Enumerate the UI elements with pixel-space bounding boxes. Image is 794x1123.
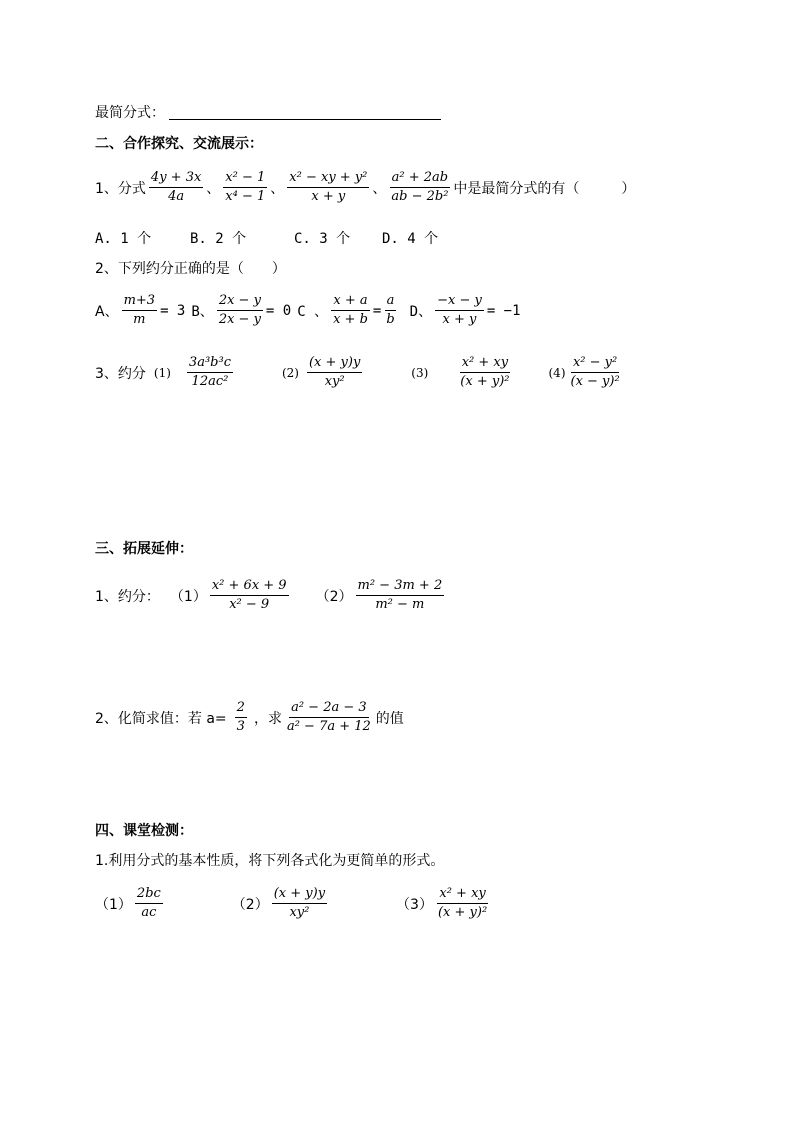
simplest-label: 最简分式： [95,105,165,121]
denominator: a² − 7a + 12 [286,719,371,734]
s4q1-part-2-label: （2） [231,896,269,913]
q3-fraction-1 [187,355,233,390]
option-b[interactable]: B. 2 个 [190,231,247,247]
q2-d-fraction [435,293,484,328]
option-c[interactable]: C. 3 个 [294,231,351,247]
denominator: x + y [311,189,346,204]
q2-b-label: B、 [191,303,214,320]
section-2-heading [95,133,263,153]
separator: 、 [206,180,221,197]
numerator: x + a [331,293,369,311]
fraction-2 [223,170,267,205]
denominator: 2x − y [218,312,261,327]
q2-c-equals: = [372,302,382,319]
numerator: x² − y² [571,355,619,373]
q1-suffix: 中是最简分式的有（ ） [453,180,636,197]
s4q1-fraction-2 [272,886,327,921]
q3-part-2-label: (2) [281,365,299,380]
fraction-3 [287,170,369,205]
q1-options [95,228,438,248]
denominator: (x + y)² [437,905,488,920]
s3q2-value-fraction [235,700,247,735]
q2-a-result: = 3 [160,302,186,319]
simplest-fraction-line [95,102,441,122]
denominator: m² − m [375,597,425,612]
s3q2-prefix: 2、化简求值：若 a= [95,710,227,727]
s4q1-title: 1.利用分式的基本性质，将下列各式化为更简单的形式。 [95,853,445,869]
sec3-question-1 [95,578,447,613]
numerator: m+3 [122,293,158,311]
numerator: −x − y [435,293,484,311]
numerator: 4y + 3x [149,170,203,188]
q2-title: 2、下列约分正确的是（ ） [95,261,286,277]
numerator: x² − 1 [223,170,267,188]
denominator: b [386,312,395,327]
sec4-question-1-title [95,850,444,870]
s4q1-fraction-3 [436,886,489,921]
section-3-title: 三、拓展延伸： [95,541,193,557]
denominator: 12ac² [191,374,229,389]
fraction-4 [389,170,450,205]
numerator: a² + 2ab [390,170,450,188]
numerator: a² − 2a − 3 [289,700,369,718]
s3q1-prefix: 1、约分： [95,588,160,605]
section-3-heading [95,538,193,558]
numerator: 2 [235,700,247,718]
q2-b-result: = 0 [265,302,292,319]
answer-blank[interactable] [169,105,441,120]
separator: 、 [270,180,285,197]
numerator: (x + y)y [272,886,327,904]
denominator: (x − y)² [570,374,620,389]
numerator: x² + xy [460,355,510,373]
q1-prefix: 1、分式 [95,180,146,197]
s3q1-fraction-1 [210,578,289,613]
denominator: m [133,312,146,327]
numerator: x² + xy [437,886,487,904]
q2-c-fraction-result [384,293,396,328]
s3q1-part-1-label: （1） [169,588,207,605]
sec3-question-2 [95,700,404,735]
denominator: ab − 2b² [391,189,449,204]
section-4-heading [95,820,193,840]
q2-a-fraction [122,293,158,328]
sec2-question-2-options [95,293,521,328]
section-2-title: 二、合作探究、交流展示： [95,136,263,152]
q2-c-fraction [331,293,370,328]
q3-fraction-4 [569,355,622,390]
numerator: 3a³b³c [187,355,233,373]
s3q2-suffix: 的值 [375,710,404,727]
s4q1-part-1-label: （1） [95,896,132,913]
s3q1-fraction-2 [356,578,445,613]
q2-a-label: A、 [95,303,119,320]
denominator: x⁴ − 1 [225,189,266,204]
sec2-question-1 [95,170,635,205]
s3q2-mid: ，求 [253,710,282,727]
denominator: 4a [168,189,185,204]
denominator: xy² [289,905,310,920]
option-d[interactable]: D. 4 个 [382,231,439,247]
s4q1-fraction-1 [135,886,163,921]
sec4-question-1-parts [95,886,492,921]
numerator: (x + y)y [307,355,362,373]
denominator: 3 [236,719,245,734]
q2-d-result: = −1 [486,302,521,319]
s4q1-part-3-label: （3） [396,896,433,913]
numerator: a [385,293,397,311]
q3-fraction-2 [307,355,362,390]
denominator: (x + y)² [460,374,510,389]
q2-b-fraction [217,293,263,328]
option-a[interactable]: A. 1 个 [95,231,152,247]
numerator: x² − xy + y² [287,170,369,188]
q3-prefix: 3、约分 [95,365,146,382]
numerator: x² + 6x + 9 [210,578,289,596]
q3-part-1-label: (1) [153,365,171,380]
fraction-1 [149,170,203,205]
s3q2-expression-fraction [285,700,373,735]
denominator: ac [141,905,157,920]
q3-fraction-3 [458,355,511,390]
s3q1-part-2-label: （2） [315,588,353,605]
denominator: xy² [324,374,345,389]
q2-c-label: C 、 [297,303,329,320]
q3-part-3-label: (3) [411,365,429,380]
denominator: x² − 9 [229,597,270,612]
numerator: 2x − y [217,293,263,311]
denominator: x + b [333,312,368,327]
separator: 、 [372,180,387,197]
denominator: x + y [442,312,477,327]
numerator: m² − 3m + 2 [356,578,445,596]
section-4-title: 四、课堂检测： [95,823,193,839]
sec2-question-3 [95,355,625,390]
q3-part-4-label: (4) [548,365,566,380]
sec2-question-2-title [95,258,286,278]
numerator: 2bc [135,886,163,904]
q2-d-label: D、 [409,303,433,320]
